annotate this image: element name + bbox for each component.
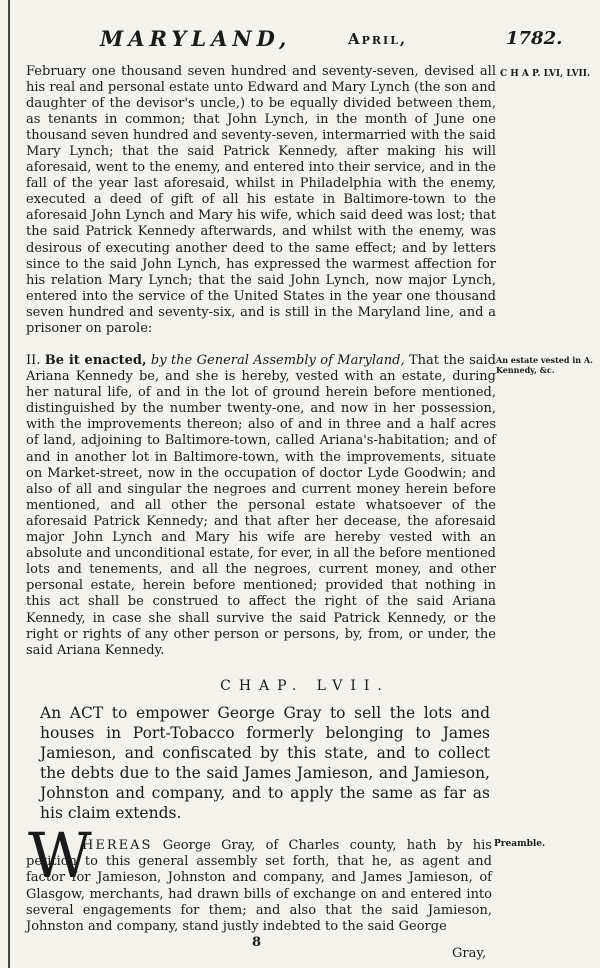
catchword: Gray,: [452, 946, 487, 961]
chapter-heading: CHAP. LVII.: [220, 678, 390, 694]
preamble-body: George Gray, of Charles county, hath by his petition to this general assembly set forth, that he, as agent and factor for Jamieson, Johnston and company, and James Jamieson, of Glasgow, merchants, had drawn bills of exchange on and entered into several engagements for them; and also that the said Jamieson, Johnston and company, stand justly indebted to the said George: [26, 838, 492, 935]
margin-note-estate: An estate vested in A. Kennedy, &c.: [496, 355, 593, 375]
act-title: An ACT to empower George Gray to sell the lots and houses in Port-Tobacco formerly belonging to James Jamieson, and confiscated by this state, and to collect the debts due to the said James Jamieson, and Jamieson, Johnston and company, and to apply the same as far as his claim extends.: [40, 704, 490, 822]
paragraph-2: [26, 353, 496, 659]
running-title: MARYLAND,: [100, 26, 292, 51]
preamble-paragraph: [26, 838, 492, 935]
margin-note-preamble: Preamble.: [494, 839, 546, 849]
page-header: [0, 26, 600, 56]
preamble-lead: HEREAS: [82, 838, 153, 853]
page-year: 1782.: [506, 28, 563, 49]
enacting-clause: Be it enacted,: [44, 353, 147, 368]
signature-mark: 8: [252, 935, 262, 950]
drop-cap: W: [28, 819, 92, 892]
page-edge: [8, 0, 10, 968]
margin-note-chapters: C H A P. LVI, LVII.: [500, 69, 591, 79]
section-number: II.: [26, 353, 41, 368]
paragraph-1: February one thousand seven hundred and seventy-seven, devised all his real and personal estate unto Edward and Mary Lynch (the son and daughter of the devisor's uncle,) to be equally divided between them, as tenants in common; that John Lynch, in the month of June one thousand seven hundred and seventy-seven, intermarried with the said Mary Lynch; that the said Patrick Kennedy, after making his will aforesaid, went to the enemy, and entered into their service, and in the fall of the year last aforesaid, whilst in Philadelphia with the enemy, executed a deed of gift of all his estate in Baltimore-town to the aforesaid John Lynch and Mary his wife, which said deed was lost; that the said Patrick Kennedy afterwards, and whilst with the enemy, was desirous of executing another deed to the same effect; and by letters since to the said John Lynch, has expressed the warmest affection for his relation Mary Lynch; that the said John Lynch, now major Lynch, entered into the service of the United States in the year one thousand seven hundred and seventy-six, and is still in the Maryland line, and a prisoner on parole:: [26, 64, 496, 336]
enacting-authority: by the General Assembly of Maryland,: [150, 353, 405, 368]
section-2-text: That the said Ariana Kennedy be, and she is hereby, vested with an estate, during her natural life, of and in the lot of ground herein before mentioned, distinguished by the number twenty-one, and now in her possession, with the improvements thereon; also of and in three and a half acres of land, adjoining to Baltimore-town, called Ariana's-habitation; and of and in another lot in Baltimore-town, with the improvements, situate on Market-street, now in the occupation of doctor Lyde Goodwin; and also of all and singular the negroes and current money herein before mentioned, and all other the personal estate whatsoever of the aforesaid Patrick Kennedy; and that after her decease, the aforesaid major John Lynch and Mary his wife are hereby vested with an absolute and unconditional estate, for ever, in all the before mentioned lots and tenements, and all the negroes, current money, and other personal estate, herein before mentioned; provided that nothing in this act shall be construed to affect the right of the said Ariana Kennedy, in case she shall survive the said Patrick Kennedy, or the right or rights of any other person or persons, by, from, or under, the said Ariana Kennedy.: [26, 353, 496, 658]
running-month: April,: [348, 30, 408, 48]
